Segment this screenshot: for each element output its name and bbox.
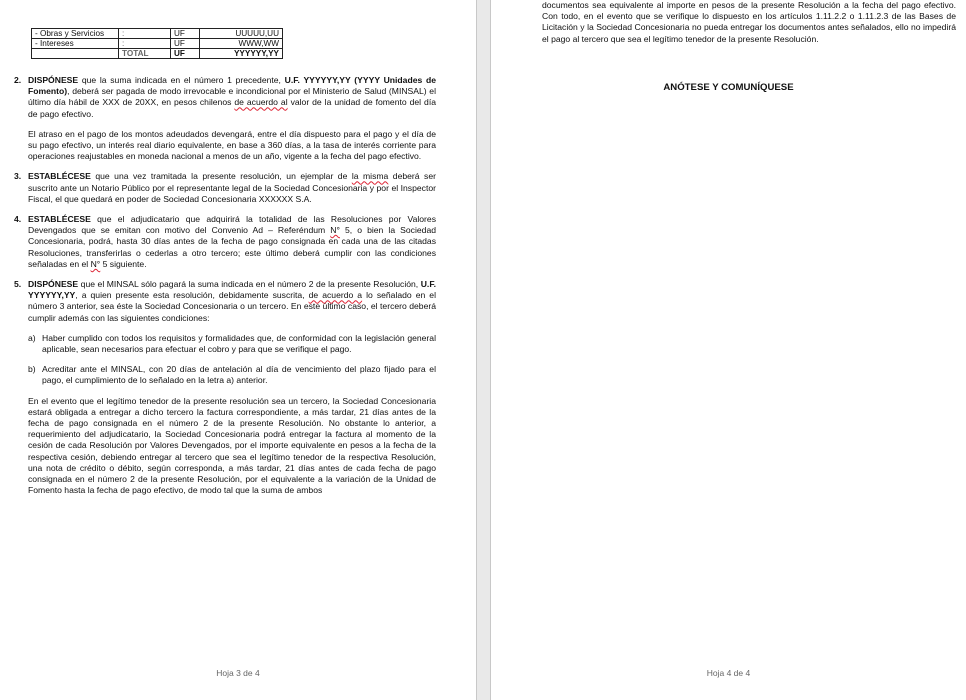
page-3-content bbox=[14, 28, 436, 497]
clause-lead: ESTABLÉCESE bbox=[28, 214, 91, 225]
text-run: 5 siguiente. bbox=[100, 258, 147, 269]
text-run: que el adjudicatario que adquirirá la totalidad de las Resoluciones por Valores Devengados que se emitan con motivo del Convenio Ad – Referéndum bbox=[28, 214, 436, 236]
clause-2 bbox=[14, 75, 436, 120]
spellcheck-underline: N° bbox=[90, 258, 101, 269]
continued-paragraph: documentos sea equivalente al importe en pesos de la presente Resolución a la fecha del pago efectivo. Con todo, en el evento que se verifique lo dispuesto en los artículos 1.11.2.2 o 1.11.2.3 de las Bases de Licitación y la Sociedad Concesionaria no pueda entregar los documentos antes señalados, ello no impedirá el pago al tercero que sea el legítimo tenedor de la presente Resolución. bbox=[542, 0, 956, 44]
total-value: YYYYYY,YY bbox=[200, 49, 283, 59]
amount-bold: U.F. YYYYYY,YY (YYYY Unidades de Fomento) bbox=[28, 75, 436, 97]
row-label: - Obras y Servicios bbox=[32, 29, 119, 39]
row-unit: UF bbox=[171, 39, 200, 49]
clause-text bbox=[28, 279, 436, 324]
empty-cell bbox=[32, 49, 119, 59]
condition-letter: a) bbox=[28, 332, 36, 343]
text-run: valor de la unidad de fomento del día de pago efectivo. bbox=[28, 97, 436, 119]
row-label: - Intereses bbox=[32, 39, 119, 49]
spellcheck-underline: la misma bbox=[351, 171, 389, 182]
text-run: que el MINSAL sólo pagará la suma indicada en el número 2 de la presente Resolución, bbox=[78, 279, 421, 290]
clause-text bbox=[28, 171, 436, 205]
condition-letter: b) bbox=[28, 364, 36, 375]
text-run: deberá ser suscrito ante un Notario Público por el representante legal de la Sociedad Concesionaria y por el Inspector Fiscal, el que quedará en poder de Sociedad Concesionaria XXXXXX S.A. bbox=[28, 171, 436, 204]
text-run: que una vez tramitada la presente resolución, un ejemplar de bbox=[90, 171, 352, 182]
closing-heading: ANÓTESE Y COMUNÍQUESE bbox=[663, 82, 794, 93]
spellcheck-underline: N° bbox=[330, 225, 340, 236]
clause-3 bbox=[14, 171, 436, 205]
clause-lead: DISPÓNESE bbox=[28, 279, 79, 290]
document-page-3 bbox=[0, 0, 477, 700]
clause-text bbox=[28, 214, 436, 270]
row-value: WWW,WW bbox=[200, 39, 283, 49]
clause-number: 4. bbox=[14, 214, 22, 225]
table-total-row bbox=[32, 49, 283, 59]
table-row bbox=[32, 39, 283, 49]
text-run: 5, o bien la Sociedad Concesionaria, podrá, hasta 30 días antes de la fecha de pago consignada en cada una de las citadas Resoluciones, transferirlas o cederlas a otro tercero; este último deberá cumplir con las condiciones señaladas en el bbox=[28, 225, 437, 269]
row-unit: UF bbox=[171, 29, 200, 39]
condition-a bbox=[28, 333, 436, 355]
row-colon: : bbox=[119, 29, 171, 39]
row-value: UUUUU,UU bbox=[200, 29, 283, 39]
text-run: , deberá ser pagada de modo irrevocable e incondicional por el Ministerio de Salud (MINSAL) el último día hábil de XXX de 20XX, en pesos chilenos bbox=[28, 86, 436, 108]
clause-number: 2. bbox=[14, 75, 22, 85]
clause-number: 3. bbox=[14, 171, 22, 182]
condition-b bbox=[28, 364, 436, 386]
row-colon: : bbox=[119, 39, 171, 49]
page-footer: Hoja 3 de 4 bbox=[216, 668, 260, 678]
total-label: TOTAL bbox=[119, 49, 171, 59]
clause-number: 5. bbox=[14, 279, 22, 290]
amount-table bbox=[31, 28, 283, 59]
clause-4 bbox=[14, 214, 436, 270]
condition-text: Haber cumplido con todos los requisitos y formalidades que, de conformidad con la legislación general aplicable, sean necesarios para efectuar el cobro y para que se verifique el pago. bbox=[42, 332, 436, 355]
third-party-paragraph: En el evento que el legítimo tenedor de la presente resolución sea un tercero, la Sociedad Concesionaria estará obligada a entregar a dicho tercero la factura correspondiente, a más tardar, 21 días antes de la fecha de pago consignada en el número 2 de la presente Resolución. No obstante lo anterior, a requerimiento del adjudicatario, la Sociedad Concesionaria podrá entregar la factura al momento de la cesión de cada Resolución por Valores Devengados, por el importe equivalente en pesos a la fecha de la respectiva cesión, debiendo entregar al tercero que sea el legítimo tenedor de la respectiva Resolución, una nota de crédito o débito, según corresponda, a más tardar, 21 días antes de cada fecha de pago consignada en el número 2 de la presente Resolución, por el equivalente a la variación de la Unidad de Fomento hasta la fecha de pago efectivo, de modo tal que la suma de ambos bbox=[28, 395, 436, 496]
delay-interest-paragraph: El atraso en el pago de los montos adeudados devengará, entre el día dispuesto para el pago y el día de su pago efectivo, un interés real diario equivalente, en base a 360 días, a la tasa de interés corriente para operaciones reajustables en moneda nacional a menos de un año, vigente a la fecha del pago efectivo. bbox=[28, 128, 436, 162]
clause-lead: DISPÓNESE bbox=[28, 75, 79, 85]
amount-bold: U.F. YYYYYY,YY bbox=[28, 279, 436, 301]
spellcheck-underline: de acuerdo a bbox=[308, 290, 363, 301]
text-run: lo señalado en el número 3 anterior, sea éste la Sociedad Concesionaria o un tercero. En este último caso, el tercero deberá cumplir además con las siguientes condiciones: bbox=[28, 290, 436, 323]
page-footer: Hoja 4 de 4 bbox=[706, 668, 751, 678]
table-row bbox=[32, 29, 283, 39]
spellcheck-underline: de acuerdo al bbox=[234, 97, 288, 108]
clause-text bbox=[28, 75, 436, 120]
condition-text: Acreditar ante el MINSAL, con 20 días de antelación al día de vencimiento del plazo fijado para el pago, el cumplimiento de lo señalado en la letra a) anterior. bbox=[42, 364, 436, 386]
clause-5 bbox=[14, 279, 436, 324]
total-unit: UF bbox=[171, 49, 200, 59]
page-4-content bbox=[542, 0, 956, 45]
document-page-4 bbox=[490, 0, 966, 700]
text-run: que la suma indicada en el número 1 precedente, bbox=[78, 75, 285, 85]
text-run: , a quien presente esta resolución, debidamente suscrita, bbox=[75, 290, 309, 301]
clause-lead: ESTABLÉCESE bbox=[28, 171, 91, 182]
